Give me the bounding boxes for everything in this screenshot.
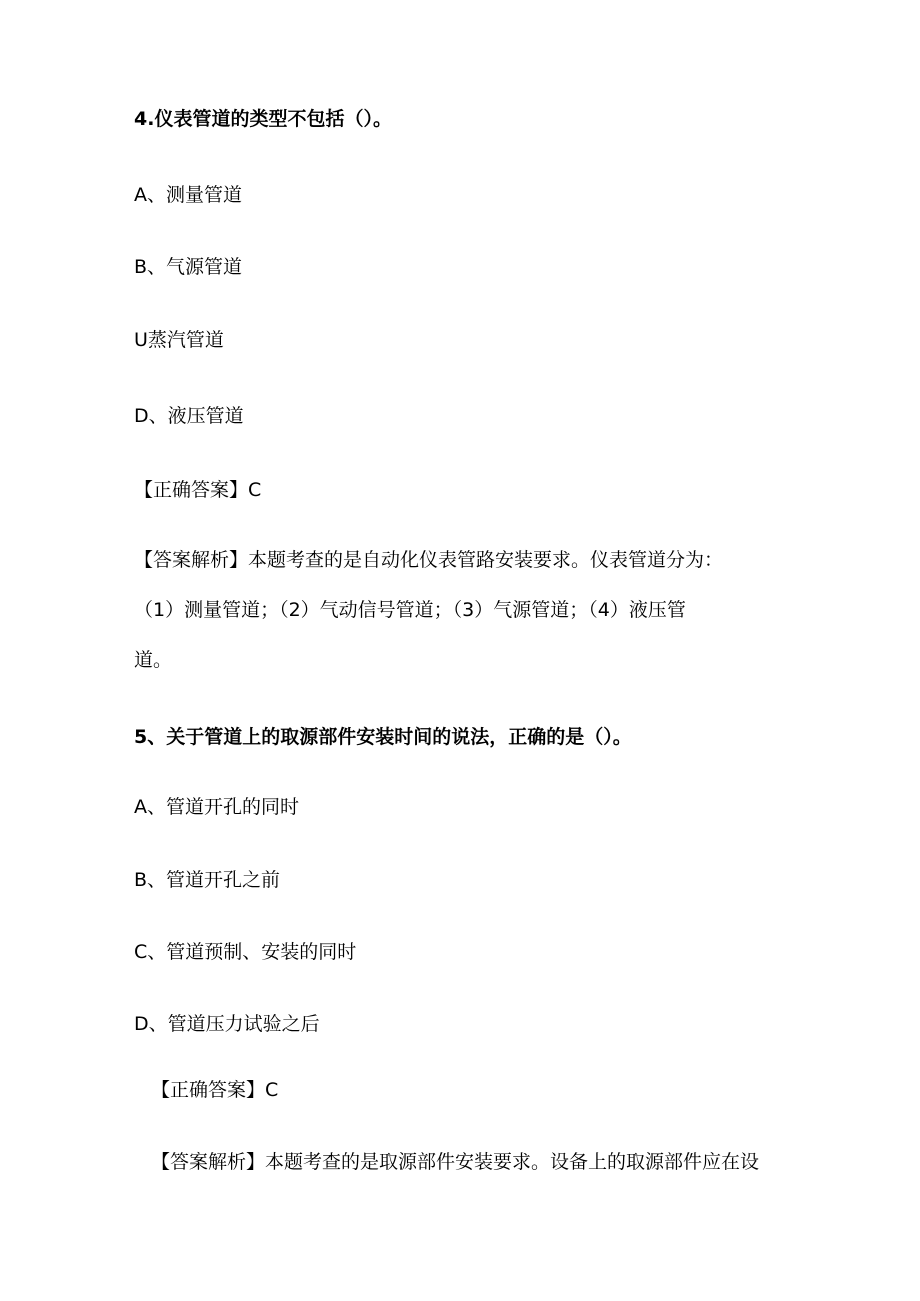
question-4-option-d: D、液压管道: [134, 405, 244, 427]
question-5-option-b: B、管道开孔之前: [134, 869, 281, 891]
question-5-option-a: A、管道开孔的同时: [134, 796, 299, 818]
question-5-analysis-line-1: 【答案解析】本题考查的是取源部件安装要求。设备上的取源部件应在设: [151, 1151, 760, 1173]
question-4-option-b: B、气源管道: [134, 256, 243, 278]
question-4-answer: 【正确答案】C: [134, 479, 262, 501]
question-4-option-c: U蒸汽管道: [134, 329, 224, 351]
question-4-option-a: A、测量管道: [134, 184, 242, 206]
question-5-title: 5、关于管道上的取源部件安装时间的说法，正确的是（）。: [134, 726, 632, 748]
question-4-title: 4.仪表管道的类型不包括（）。: [134, 108, 392, 130]
question-5-answer: 【正确答案】C: [151, 1079, 279, 1101]
question-4-analysis-line-3: 道。: [134, 649, 173, 671]
question-4-analysis-line-2: （1）测量管道；（2）气动信号管道；（3）气源管道；（4）液压管: [134, 599, 686, 621]
question-5-option-c: C、管道预制、安装的同时: [134, 941, 357, 963]
question-5-option-d: D、管道压力试验之后: [134, 1013, 320, 1035]
question-4-analysis-line-1: 【答案解析】本题考查的是自动化仪表管路安装要求。仪表管道分为：: [134, 549, 724, 571]
